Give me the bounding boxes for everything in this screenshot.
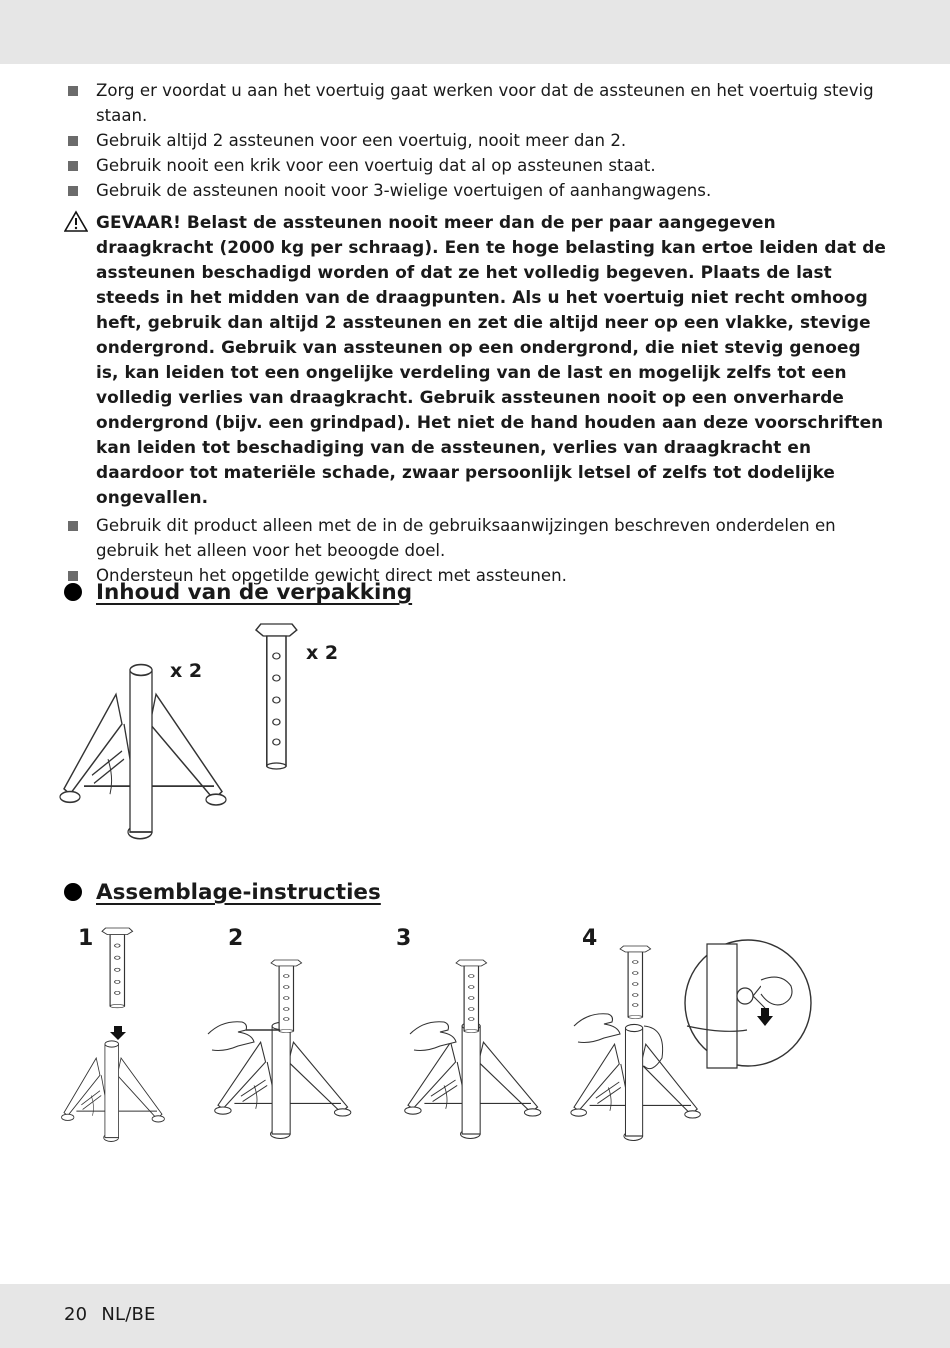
bullet-square-icon — [68, 136, 78, 146]
heading-dot-icon — [64, 883, 82, 901]
bullet-square-icon — [68, 521, 78, 531]
danger-warning — [64, 210, 886, 510]
bullet-square-icon — [68, 571, 78, 581]
list-item: Gebruik altijd 2 assteunen voor een voertuig, nooit meer dan 2. — [64, 128, 886, 153]
warning-triangle-icon — [64, 210, 88, 232]
safety-instructions — [64, 78, 886, 588]
step-2-illustration — [208, 960, 358, 1160]
step-1-illustration — [62, 928, 166, 1158]
list-item: Gebruik nooit een krik voor een voertuig dat al op assteunen staat. — [64, 153, 886, 178]
list-item: Zorg er voordat u aan het voertuig gaat werken voor dat de assteunen en het voertuig stevig staan. — [64, 78, 886, 128]
list-item: Gebruik de assteunen nooit voor 3-wielige voertuigen of aanhangwagens. — [64, 178, 886, 203]
header-band — [0, 0, 950, 64]
pin-detail-illustration — [683, 938, 813, 1068]
column-quantity: x 2 — [306, 642, 339, 664]
step-number-4: 4 — [582, 926, 598, 951]
step-number-1: 1 — [78, 926, 94, 951]
heading-dot-icon — [64, 583, 82, 601]
bullet-square-icon — [68, 86, 78, 96]
list-item: Gebruik dit product alleen met de in de gebruiksaanwijzingen beschreven onderdelen en gebruik het alleen voor het beoogde doel. — [64, 513, 886, 563]
step-number-3: 3 — [396, 926, 412, 951]
page-footer — [64, 1304, 156, 1325]
step-3-illustration — [404, 960, 554, 1160]
support-column-illustration — [252, 620, 302, 780]
section-title: Inhoud van de verpakking — [96, 580, 413, 605]
page-number: 20 — [64, 1304, 88, 1325]
list-item: Ondersteun het opgetilde gewicht direct met assteunen. — [64, 563, 886, 588]
stand-base-illustration — [62, 660, 222, 845]
section-title: Assemblage-instructies — [96, 880, 381, 905]
stand-quantity: x 2 — [170, 660, 203, 682]
step-number-2: 2 — [228, 926, 244, 951]
bullet-square-icon — [68, 161, 78, 171]
warning-text: GEVAAR! Belast de assteunen nooit meer dan de per paar aangegeven draagkracht (2000 kg per schraag). Een te hoge belasting kan ertoe leiden dat de assteunen beschadigd worden of dat ze het volledig begeven. Plaats de last steeds in het midden van de draagpunten. Als u het voertuig niet recht omhoog heft, gebruik dan altijd 2 assteunen en zet die altijd neer op een vlakke, stevige ondergrond. Gebruik van assteunen op een ondergrond, die niet stevig genoeg is, kan leiden tot een ongelijke verdeling van de last en mogelijk zelfs tot een volledig verlies van draagkracht. Gebruik assteunen nooit op een onverharde ondergrond (bijv. een grindpad). Het niet de hand houden aan deze voorschriften kan leiden tot beschadiging van de assteunen, verlies van draagkracht en daardoor tot materiële schade, zwaar persoonlijk letsel of zelfs tot dodelijke ongevallen. — [96, 212, 886, 507]
step-4-illustration — [574, 946, 694, 1161]
bullet-square-icon — [68, 186, 78, 196]
locale-label: NL/BE — [101, 1304, 156, 1325]
